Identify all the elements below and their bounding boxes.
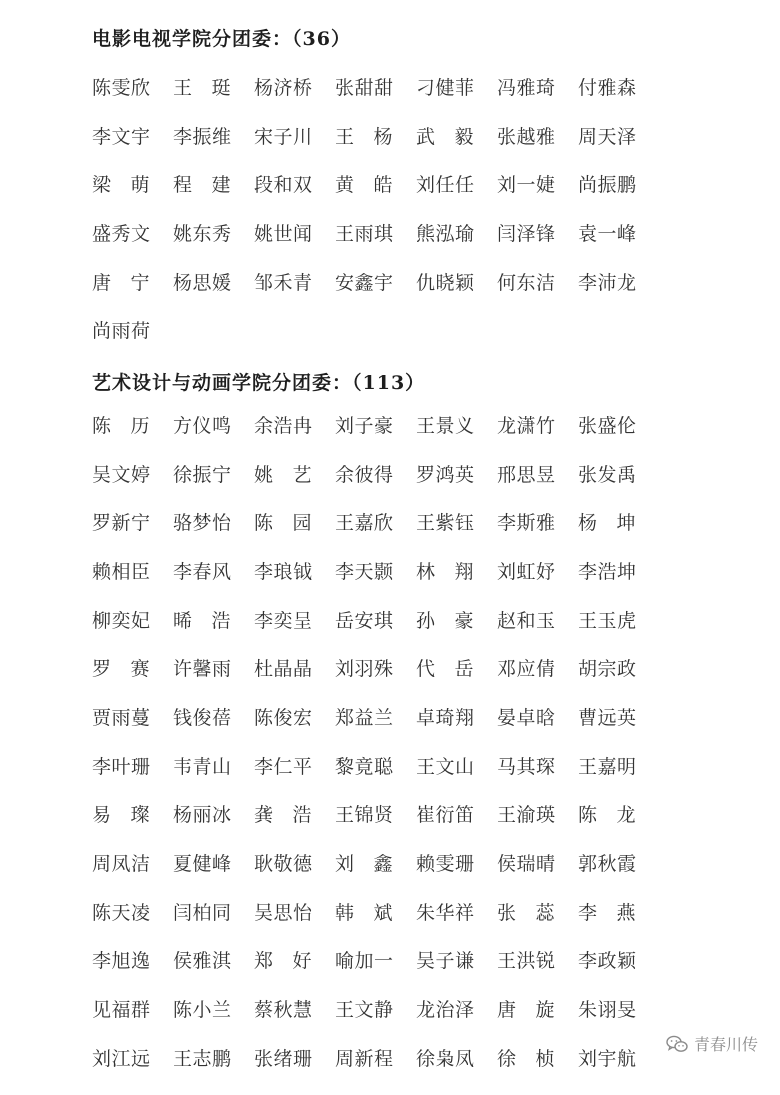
name-list-film-tv: [92, 62, 652, 354]
name-row: [92, 984, 652, 1033]
name-entry: 王玉虎: [578, 609, 637, 632]
name-entry: 李斯雅: [497, 512, 556, 535]
name-entry: 韩 斌: [335, 901, 393, 924]
name-entry: 王景义: [416, 414, 475, 437]
name-row: [92, 208, 652, 257]
name-entry: 付雅森: [578, 76, 637, 99]
name-row: [92, 887, 652, 936]
name-entry: 朱诩旻: [578, 999, 637, 1022]
name-entry: 李仁平: [254, 755, 313, 778]
name-entry: 孙 豪: [416, 609, 474, 632]
name-entry: 刁健菲: [416, 76, 475, 99]
name-entry: 许馨雨: [173, 658, 232, 681]
name-entry: 王嘉明: [578, 755, 637, 778]
name-list-art-design: [92, 400, 652, 1082]
name-entry: 王洪锐: [497, 950, 556, 973]
name-entry: 胡宗政: [578, 658, 637, 681]
watermark-text: 青春川传: [693, 1035, 758, 1054]
name-entry: 李 燕: [578, 901, 636, 924]
name-entry: 龚 浩: [254, 804, 312, 827]
name-entry: 余浩冉: [254, 414, 313, 437]
name-entry: 刘江远: [92, 1047, 151, 1070]
name-entry: 龙治泽: [416, 999, 475, 1022]
name-entry: 罗 赛: [92, 658, 150, 681]
name-entry: 吴文婷: [92, 463, 151, 486]
name-row: [92, 257, 652, 306]
name-entry: 徐 桢: [497, 1047, 555, 1070]
name-entry: 见福群: [92, 999, 151, 1022]
name-entry: 朱华祥: [416, 901, 475, 924]
name-entry: 段和双: [254, 174, 313, 197]
name-entry: 赖雯珊: [416, 853, 475, 876]
name-row: [92, 546, 652, 595]
name-row: [92, 305, 652, 354]
name-entry: 刘一婕: [497, 174, 556, 197]
name-entry: 王 珽: [173, 76, 231, 99]
name-entry: 罗鸿英: [416, 463, 475, 486]
name-row: [92, 1033, 652, 1082]
name-entry: 李旭逸: [92, 950, 151, 973]
name-entry: 尚雨荷: [92, 320, 151, 343]
name-entry: 刘任任: [416, 174, 475, 197]
name-entry: 李琅钺: [254, 560, 313, 583]
name-entry: 马其琛: [497, 755, 556, 778]
name-entry: 张 蕊: [497, 901, 555, 924]
name-entry: 王渝瑛: [497, 804, 556, 827]
name-entry: 何东洁: [497, 271, 556, 294]
name-entry: 陈 园: [254, 512, 312, 535]
name-entry: 程 建: [173, 174, 231, 197]
name-row: [92, 936, 652, 985]
watermark: [666, 1032, 758, 1055]
name-entry: 周天泽: [578, 125, 637, 148]
name-entry: 王文静: [335, 999, 394, 1022]
name-entry: 杨丽冰: [173, 804, 232, 827]
name-entry: 杨 坤: [578, 512, 636, 535]
name-entry: 卓琦翔: [416, 706, 475, 729]
name-row: [92, 449, 652, 498]
name-row: [92, 400, 652, 449]
name-entry: 黎竟聪: [335, 755, 394, 778]
section-title-film-tv: 电影电视学院分团委：（36）: [92, 28, 351, 50]
name-entry: 闫泽锋: [497, 222, 556, 245]
name-entry: 喻加一: [335, 950, 394, 973]
name-entry: 王 杨: [335, 125, 393, 148]
name-row: [92, 692, 652, 741]
name-entry: 安鑫宇: [335, 271, 394, 294]
name-entry: 熊泓瑜: [416, 222, 475, 245]
name-entry: 王雨琪: [335, 222, 394, 245]
name-entry: 李沛龙: [578, 271, 637, 294]
name-entry: 贾雨蔓: [92, 706, 151, 729]
name-entry: 刘虹妤: [497, 560, 556, 583]
name-entry: 周新程: [335, 1047, 394, 1070]
name-entry: 张盛伦: [578, 414, 637, 437]
name-entry: 徐振宁: [173, 463, 232, 486]
name-entry: 李文宇: [92, 125, 151, 148]
name-entry: 邢思昱: [497, 463, 556, 486]
name-entry: 陈天凌: [92, 901, 151, 924]
name-entry: 李浩坤: [578, 560, 637, 583]
name-entry: 崔衍笛: [416, 804, 475, 827]
name-entry: 郑益兰: [335, 706, 394, 729]
name-row: [92, 111, 652, 160]
name-entry: 刘羽殊: [335, 658, 394, 681]
name-row: [92, 595, 652, 644]
name-entry: 韦青山: [173, 755, 232, 778]
name-entry: 宋子川: [254, 125, 313, 148]
name-entry: 陈小兰: [173, 999, 232, 1022]
name-row: [92, 159, 652, 208]
name-entry: 侯瑞晴: [497, 853, 556, 876]
wechat-icon: [666, 1035, 688, 1053]
name-entry: 李叶珊: [92, 755, 151, 778]
name-entry: 刘子豪: [335, 414, 394, 437]
name-entry: 黄 皓: [335, 174, 393, 197]
name-entry: 王锦贤: [335, 804, 394, 827]
name-entry: 武 毅: [416, 125, 474, 148]
name-entry: 唐 宁: [92, 271, 150, 294]
name-entry: 尚振鹏: [578, 174, 637, 197]
name-entry: 王紫钰: [416, 512, 475, 535]
name-entry: 王志鹏: [173, 1047, 232, 1070]
name-entry: 闫柏同: [173, 901, 232, 924]
name-entry: 曹远英: [578, 706, 637, 729]
name-row: [92, 62, 652, 111]
name-entry: 邹禾青: [254, 271, 313, 294]
name-entry: 邓应倩: [497, 658, 556, 681]
section-title-art-design: 艺术设计与动画学院分团委：（113）: [92, 372, 426, 394]
name-entry: 林 翔: [416, 560, 474, 583]
name-entry: 李政颖: [578, 950, 637, 973]
name-row: [92, 838, 652, 887]
name-entry: 岳安琪: [335, 609, 394, 632]
name-entry: 代 岳: [416, 658, 474, 681]
name-entry: 张甜甜: [335, 76, 394, 99]
name-entry: 梁 萌: [92, 174, 150, 197]
name-entry: 赵和玉: [497, 609, 556, 632]
name-entry: 李振维: [173, 125, 232, 148]
name-entry: 杨思媛: [173, 271, 232, 294]
name-entry: 罗新宁: [92, 512, 151, 535]
name-entry: 侯雅淇: [173, 950, 232, 973]
name-entry: 唐 旋: [497, 999, 555, 1022]
name-entry: 陈俊宏: [254, 706, 313, 729]
name-entry: 易 璨: [92, 804, 150, 827]
name-entry: 李春风: [173, 560, 232, 583]
name-entry: 王文山: [416, 755, 475, 778]
name-entry: 赖相臣: [92, 560, 151, 583]
name-entry: 夏健峰: [173, 853, 232, 876]
name-entry: 蔡秋慧: [254, 999, 313, 1022]
name-row: [92, 643, 652, 692]
name-entry: 刘宇航: [578, 1047, 637, 1070]
name-entry: 陈 历: [92, 414, 150, 437]
name-entry: 周凤洁: [92, 853, 151, 876]
name-entry: 张越雅: [497, 125, 556, 148]
name-entry: 杜晶晶: [254, 658, 313, 681]
name-entry: 李奕呈: [254, 609, 313, 632]
name-entry: 姚东秀: [173, 222, 232, 245]
name-entry: 骆梦怡: [173, 512, 232, 535]
name-entry: 耿敬德: [254, 853, 313, 876]
name-entry: 盛秀文: [92, 222, 151, 245]
name-entry: 杨济桥: [254, 76, 313, 99]
name-entry: 张发禹: [578, 463, 637, 486]
name-entry: 袁一峰: [578, 222, 637, 245]
name-entry: 吴思怡: [254, 901, 313, 924]
name-entry: 刘 鑫: [335, 853, 393, 876]
name-entry: 方仪鸣: [173, 414, 232, 437]
name-entry: 郭秋霞: [578, 853, 637, 876]
name-entry: 张绪珊: [254, 1047, 313, 1070]
name-entry: 龙潇竹: [497, 414, 556, 437]
name-entry: 姚 艺: [254, 463, 312, 486]
name-entry: 陈雯欣: [92, 76, 151, 99]
name-entry: 晏卓晗: [497, 706, 556, 729]
name-entry: 晞 浩: [173, 609, 231, 632]
name-entry: 钱俊蓓: [173, 706, 232, 729]
name-row: [92, 741, 652, 790]
name-entry: 余彼得: [335, 463, 394, 486]
name-entry: 姚世闻: [254, 222, 313, 245]
name-entry: 仇晓颖: [416, 271, 475, 294]
name-entry: 吴子谦: [416, 950, 475, 973]
name-entry: 李天颢: [335, 560, 394, 583]
name-row: [92, 497, 652, 546]
name-entry: 徐枭凤: [416, 1047, 475, 1070]
name-entry: 王嘉欣: [335, 512, 394, 535]
name-entry: 郑 好: [254, 950, 312, 973]
name-row: [92, 790, 652, 839]
name-entry: 柳奕妃: [92, 609, 151, 632]
name-entry: 冯雅琦: [497, 76, 556, 99]
name-entry: 陈 龙: [578, 804, 636, 827]
